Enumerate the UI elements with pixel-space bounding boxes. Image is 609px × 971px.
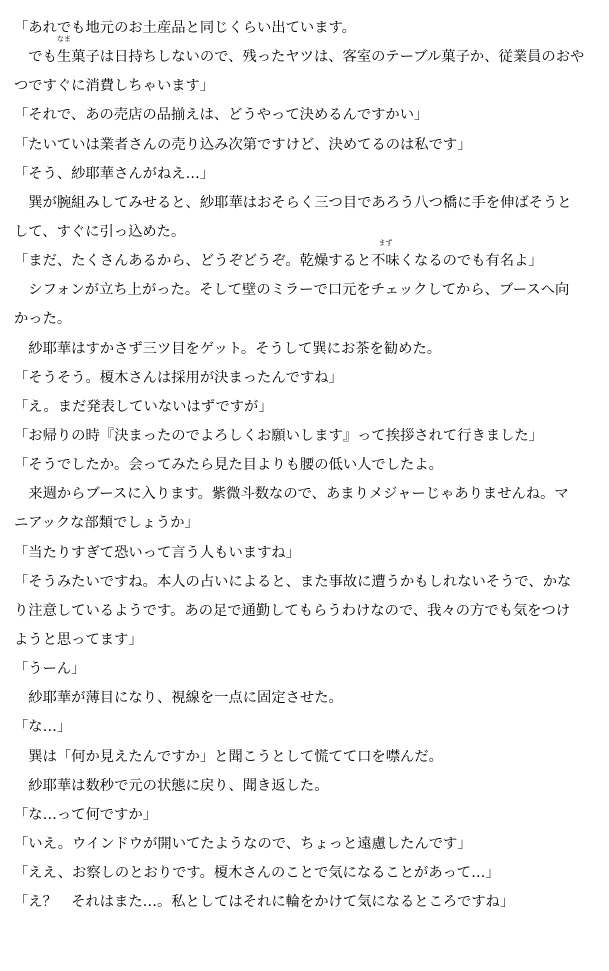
text-line-9: [14, 239, 596, 276]
text-line-22: ようと思ってます」: [14, 631, 143, 648]
text-line-7: 巽が腕組みしてみせると、紗耶華はおそらく三つ目であろう八つ橋に手を伸ばそうと: [14, 194, 572, 211]
text-segment: くなるのでも有名よ」: [399, 253, 543, 270]
text-line-23: 「うーん」: [14, 661, 86, 678]
text-line-6: 「そう、紗耶華さんがねえ…」: [14, 165, 215, 182]
text-line-25: 「な…」: [14, 719, 72, 736]
text-segment: でも: [14, 49, 57, 66]
text-line-27: 紗耶華は数秒で元の状態に戻り、聞き返した。: [14, 777, 329, 794]
ruby-base-nama: 生: [56, 49, 72, 66]
text-line-13: 「そうそう。榎木さんは採用が決まったんですね」: [14, 369, 343, 386]
text-line-18: ニアックな部類でしょうか」: [14, 515, 199, 532]
text-line-4: 「それで、あの売店の品揃えは、どうやって決めるんですかい」: [14, 107, 429, 124]
text-line-12: 紗耶華はすかさず三ツ目をゲット。そうして巽にお茶を勧めた。: [14, 340, 442, 357]
text-line-29: 「いえ。ウインドウが開いてたようなので、ちょっと遠慮したんです」: [14, 835, 472, 852]
text-segment: 菓子は日持ちしないので、残ったヤツは、客室のテーブル菓子か、従業員のおや: [71, 49, 585, 66]
text-line-15: 「お帰りの時『決まったのでよろしくお願いします』って挨拶されて行きました」: [14, 427, 543, 444]
document-page: [14, 14, 596, 917]
ruby-mazui: [371, 239, 400, 276]
text-line-5: 「たいていは業者さんの売り込み次第ですけど、決めてるのは私です」: [14, 136, 472, 153]
text-line-20: 「そうみたいですね。本人の占いによると、また事故に遭うかもしれないそうで、かな: [14, 573, 572, 590]
text-line-11: かった。: [14, 311, 72, 328]
text-line-10: シフォンが立ち上がった。そして壁のミラーで口元をチェックしてから、ブースへ向: [14, 282, 570, 299]
text-line-26: 巽は「何か見えたんですか」と聞こうとして慌てて口を噤んだ。: [14, 748, 443, 765]
text-line-31: 「え？ それはまた…。私としてはそれに輪をかけて気になるところですね」: [14, 894, 515, 911]
text-line-16: 「そうでしたか。会ってみたら見た目よりも腰の低い人でしたよ。: [14, 457, 443, 474]
text-segment: 「まだ、たくさんあるから、どうぞどうぞ。乾燥すると: [14, 253, 372, 270]
text-line-17: 来週からブースに入ります。紫微斗数なので、あまりメジャーじゃありませんね。マ: [14, 486, 569, 503]
text-line-24: 紗耶華が薄目になり、視線を一点に固定させた。: [14, 690, 343, 707]
ruby-base-mazui: 不味: [371, 253, 400, 270]
text-line-19: 「当たりすぎて恐いって言う人もいますね」: [14, 544, 300, 561]
text-line-14: 「え。まだ発表していないはずですが」: [14, 398, 273, 415]
text-line-21: り注意しているようです。あの足で通勤してもらうわけなので、我々の方でも気をつけ: [14, 602, 571, 619]
text-line-8: して、すぐに引っ込めた。: [14, 223, 186, 240]
text-line-1: 「あれでも地元のお土産品と同じくらい出ています。: [14, 20, 356, 36]
ruby-reading-nama: なま: [57, 35, 72, 44]
ruby-namagashi: [56, 35, 72, 72]
text-line-30: 「ええ、お察しのとおりです。榎木さんのことで気になることがあって…」: [14, 865, 500, 882]
ruby-reading-mazu: まず: [378, 239, 393, 248]
text-line-28: 「な…って何ですか」: [14, 806, 157, 823]
text-line-2: [14, 35, 596, 72]
text-line-3: つですぐに消費しちゃいます」: [14, 78, 215, 95]
